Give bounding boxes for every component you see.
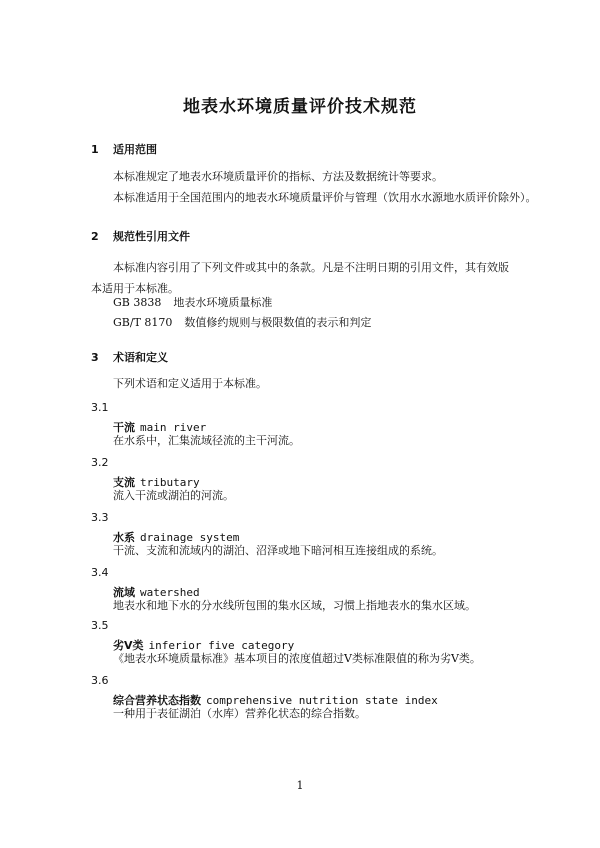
term-zh: 支流 <box>113 476 135 489</box>
section-3-heading <box>91 349 168 365</box>
paragraph: 下列术语和定义适用于本标准。 <box>113 377 267 390</box>
term-en: drainage system <box>140 531 240 544</box>
reference-code: GB 3838 <box>113 296 162 309</box>
document-title: 地表水环境质量评价技术规范 <box>183 97 417 117</box>
term-number: 3.4 <box>91 566 109 579</box>
term-definition: 在水系中，汇集流域径流的主干河流。 <box>113 434 300 447</box>
term-definition: 《地表水环境质量标准》基本项目的浓度值超过Ⅴ类标准限值的称为劣Ⅴ类。 <box>113 652 481 665</box>
term-number: 3.6 <box>91 674 109 687</box>
section-title: 术语和定义 <box>113 351 168 364</box>
section-1-heading <box>91 141 157 157</box>
term-en: inferior five category <box>148 639 295 652</box>
term-zh: 水系 <box>113 531 135 544</box>
reference-item <box>113 314 371 330</box>
term-definition: 流入干流或湖泊的河流。 <box>113 489 234 502</box>
paragraph: 本标准适用于全国范围内的地表水环境质量评价与管理（饮用水水源地水质评价除外）。 <box>113 191 537 204</box>
reference-title: 地表水环境质量标准 <box>173 296 273 309</box>
term-zh: 干流 <box>113 421 135 434</box>
section-number: 2 <box>91 230 99 243</box>
term-zh: 劣Ⅴ类 <box>113 639 144 652</box>
term-number: 3.2 <box>91 456 109 469</box>
term-number: 3.3 <box>91 511 109 524</box>
term-number: 3.5 <box>91 619 109 632</box>
page-number: 1 <box>296 779 304 792</box>
term-definition: 一种用于表征湖泊（水库）营养化状态的综合指数。 <box>113 707 366 720</box>
reference-code: GB/T 8170 <box>113 316 173 329</box>
term-definition: 地表水和地下水的分水线所包围的集水区域，习惯上指地表水的集水区域。 <box>113 599 476 612</box>
section-2-heading <box>91 228 190 244</box>
reference-title: 数值修约规则与极限数值的表示和判定 <box>184 316 372 329</box>
section-number: 1 <box>91 143 99 156</box>
term-en: main river <box>140 421 207 434</box>
paragraph: 本标准内容引用了下列文件或其中的条款。凡是不注明日期的引用文件，其有效版本适用于本标准。 <box>91 261 509 295</box>
term-en: comprehensive nutrition state index <box>206 694 438 707</box>
term-zh: 流域 <box>113 586 135 599</box>
term-en: watershed <box>140 586 200 599</box>
reference-item <box>113 294 272 310</box>
section-number: 3 <box>91 351 99 364</box>
term-zh: 综合营养状态指数 <box>113 694 201 707</box>
paragraph: 本标准规定了地表水环境质量评价的指标、方法及数据统计等要求。 <box>113 170 443 183</box>
term-definition: 干流、支流和流域内的湖泊、沼泽或地下暗河相互连接组成的系统。 <box>113 544 443 557</box>
term-en: tributary <box>140 476 200 489</box>
section-title: 规范性引用文件 <box>113 230 190 243</box>
term-number: 3.1 <box>91 401 109 414</box>
section-title: 适用范围 <box>113 143 157 156</box>
